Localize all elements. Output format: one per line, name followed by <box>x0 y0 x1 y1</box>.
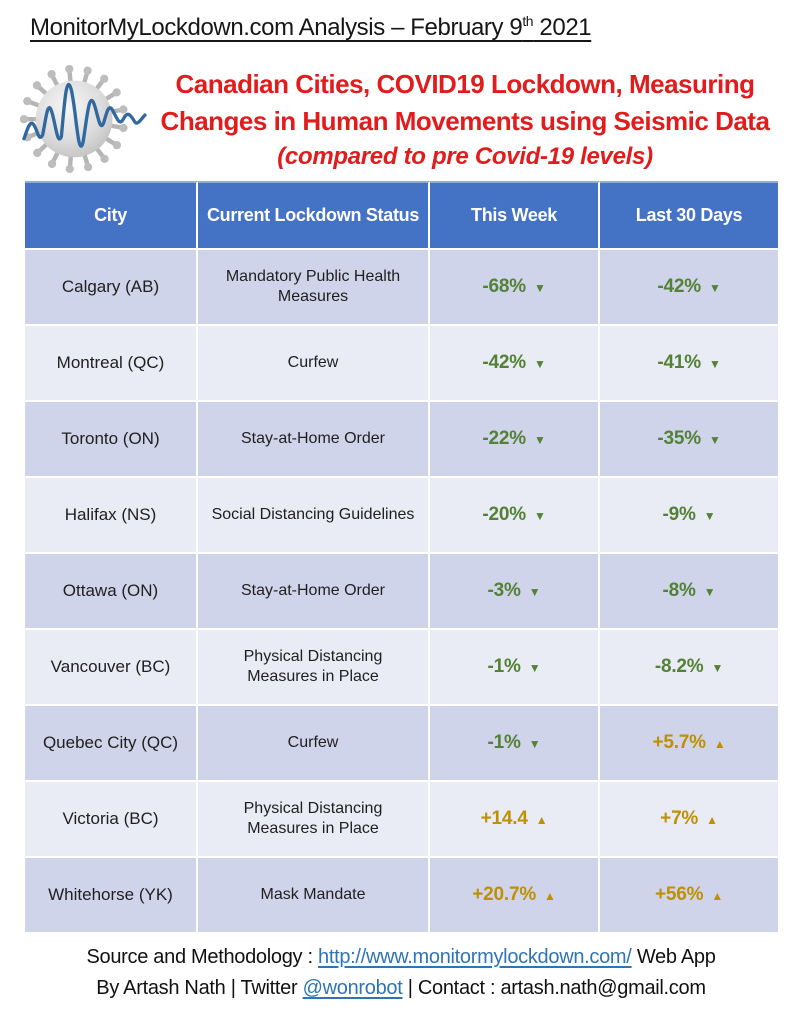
status-text: Mask Mandate <box>260 886 366 903</box>
this-week-cell <box>430 858 600 932</box>
status-text: Stay-at-Home Order <box>240 430 386 447</box>
column-header-this-week: This Week <box>430 181 600 248</box>
value-text: -35% <box>657 428 701 449</box>
page-title-text: MonitorMyLockdown.com Analysis – February 9 <box>30 14 523 41</box>
report-title-line1: Canadian Cities, COVID19 Lockdown, Measuring <box>175 69 755 99</box>
status-cell <box>198 858 430 932</box>
value-text: -8% <box>662 580 696 601</box>
footer-byline-suffix: | Contact : artash.nath@gmail.com <box>402 977 706 999</box>
status-cell <box>198 478 430 552</box>
trend-down-icon: ▼ <box>711 661 724 675</box>
trend-up-icon: ▲ <box>711 889 723 903</box>
city-cell: Vancouver (BC) <box>25 630 198 704</box>
this-week-cell <box>430 706 600 780</box>
trend-down-icon: ▼ <box>528 737 541 751</box>
status-cell <box>198 554 430 628</box>
trend-down-icon: ▼ <box>533 281 546 295</box>
value-text: -20% <box>482 504 526 525</box>
page-title-year: 2021 <box>533 14 592 41</box>
trend-up-icon: ▲ <box>713 737 726 751</box>
last-30-days-cell <box>600 782 778 856</box>
footer <box>0 942 802 1004</box>
this-week-cell <box>430 630 600 704</box>
value-text: -8.2% <box>654 656 704 677</box>
trend-down-icon: ▼ <box>528 661 541 675</box>
trend-down-icon: ▼ <box>708 281 721 295</box>
virus-seismogram-logo <box>18 58 148 176</box>
status-cell <box>198 782 430 856</box>
value-text: -68% <box>482 276 526 297</box>
value-text: +14.4 <box>480 808 528 829</box>
status-cell <box>198 402 430 476</box>
city-cell: Whitehorse (YK) <box>25 858 198 932</box>
value-text: -41% <box>657 352 701 373</box>
value-text: +20.7% <box>472 884 537 905</box>
status-cell <box>198 630 430 704</box>
this-week-cell <box>430 478 600 552</box>
trend-down-icon: ▼ <box>533 357 546 371</box>
page-title-superscript: th <box>522 13 534 29</box>
footer-byline-prefix: By Artash Nath | Twitter <box>96 977 303 999</box>
value-text: -42% <box>482 352 526 373</box>
status-cell <box>198 326 430 400</box>
status-text: Physical Distancing Measures in Place <box>243 800 383 837</box>
footer-byline <box>0 973 802 1004</box>
value-text: -9% <box>662 504 696 525</box>
twitter-link[interactable]: @wonrobot <box>302 977 403 999</box>
status-cell <box>198 250 430 324</box>
footer-source-label: Source and Methodology : <box>86 946 319 968</box>
value-text: -22% <box>482 428 526 449</box>
status-text: Mandatory Public Health Measures <box>225 268 401 305</box>
city-cell: Victoria (BC) <box>25 782 198 856</box>
city-cell: Montreal (QC) <box>25 326 198 400</box>
trend-down-icon: ▼ <box>708 357 721 371</box>
value-text: -1% <box>487 656 521 677</box>
city-cell: Ottawa (ON) <box>25 554 198 628</box>
value-text: +5.7% <box>652 732 706 753</box>
lockdown-table <box>25 181 778 932</box>
virus-seismogram-icon <box>18 58 148 176</box>
last-30-days-cell <box>600 326 778 400</box>
status-text: Stay-at-Home Order <box>240 582 386 599</box>
trend-down-icon: ▼ <box>708 433 721 447</box>
report-title-line2: Changes in Human Movements using Seismic Data <box>160 106 770 136</box>
trend-down-icon: ▼ <box>533 433 546 447</box>
last-30-days-cell <box>600 706 778 780</box>
city-cell: Calgary (AB) <box>25 250 198 324</box>
this-week-cell <box>430 326 600 400</box>
last-30-days-cell <box>600 554 778 628</box>
trend-up-icon: ▲ <box>706 813 718 827</box>
column-header-last-30-days: Last 30 Days <box>600 181 778 248</box>
source-link[interactable]: http://www.monitormylockdown.com/ <box>318 946 632 968</box>
trend-up-icon: ▲ <box>535 813 548 827</box>
trend-up-icon: ▲ <box>544 889 556 903</box>
value-text: -42% <box>657 276 701 297</box>
status-cell <box>198 706 430 780</box>
this-week-cell <box>430 782 600 856</box>
last-30-days-cell <box>600 250 778 324</box>
status-text: Curfew <box>287 734 339 751</box>
value-text: -1% <box>487 732 521 753</box>
footer-source-line <box>0 942 802 973</box>
value-text: +7% <box>660 808 699 829</box>
city-cell: Halifax (NS) <box>25 478 198 552</box>
city-cell: Toronto (ON) <box>25 402 198 476</box>
report-title <box>140 66 790 174</box>
this-week-cell <box>430 554 600 628</box>
this-week-cell <box>430 402 600 476</box>
status-text: Physical Distancing Measures in Place <box>243 648 383 685</box>
trend-down-icon: ▼ <box>528 585 541 599</box>
city-cell: Quebec City (QC) <box>25 706 198 780</box>
trend-down-icon: ▼ <box>703 509 716 523</box>
trend-down-icon: ▼ <box>533 509 546 523</box>
last-30-days-cell <box>600 630 778 704</box>
column-header-city: City <box>25 181 198 248</box>
value-text: -3% <box>487 580 521 601</box>
last-30-days-cell <box>600 402 778 476</box>
column-header-status: Current Lockdown Status <box>198 181 430 248</box>
status-text: Curfew <box>287 354 339 371</box>
value-text: +56% <box>654 884 704 905</box>
last-30-days-cell <box>600 478 778 552</box>
page-title <box>30 13 591 42</box>
trend-down-icon: ▼ <box>703 585 716 599</box>
footer-source-suffix: Web App <box>631 946 716 968</box>
this-week-cell <box>430 250 600 324</box>
last-30-days-cell <box>600 858 778 932</box>
report-subtitle: (compared to pre Covid-19 levels) <box>277 143 653 170</box>
status-text: Social Distancing Guidelines <box>211 506 415 523</box>
